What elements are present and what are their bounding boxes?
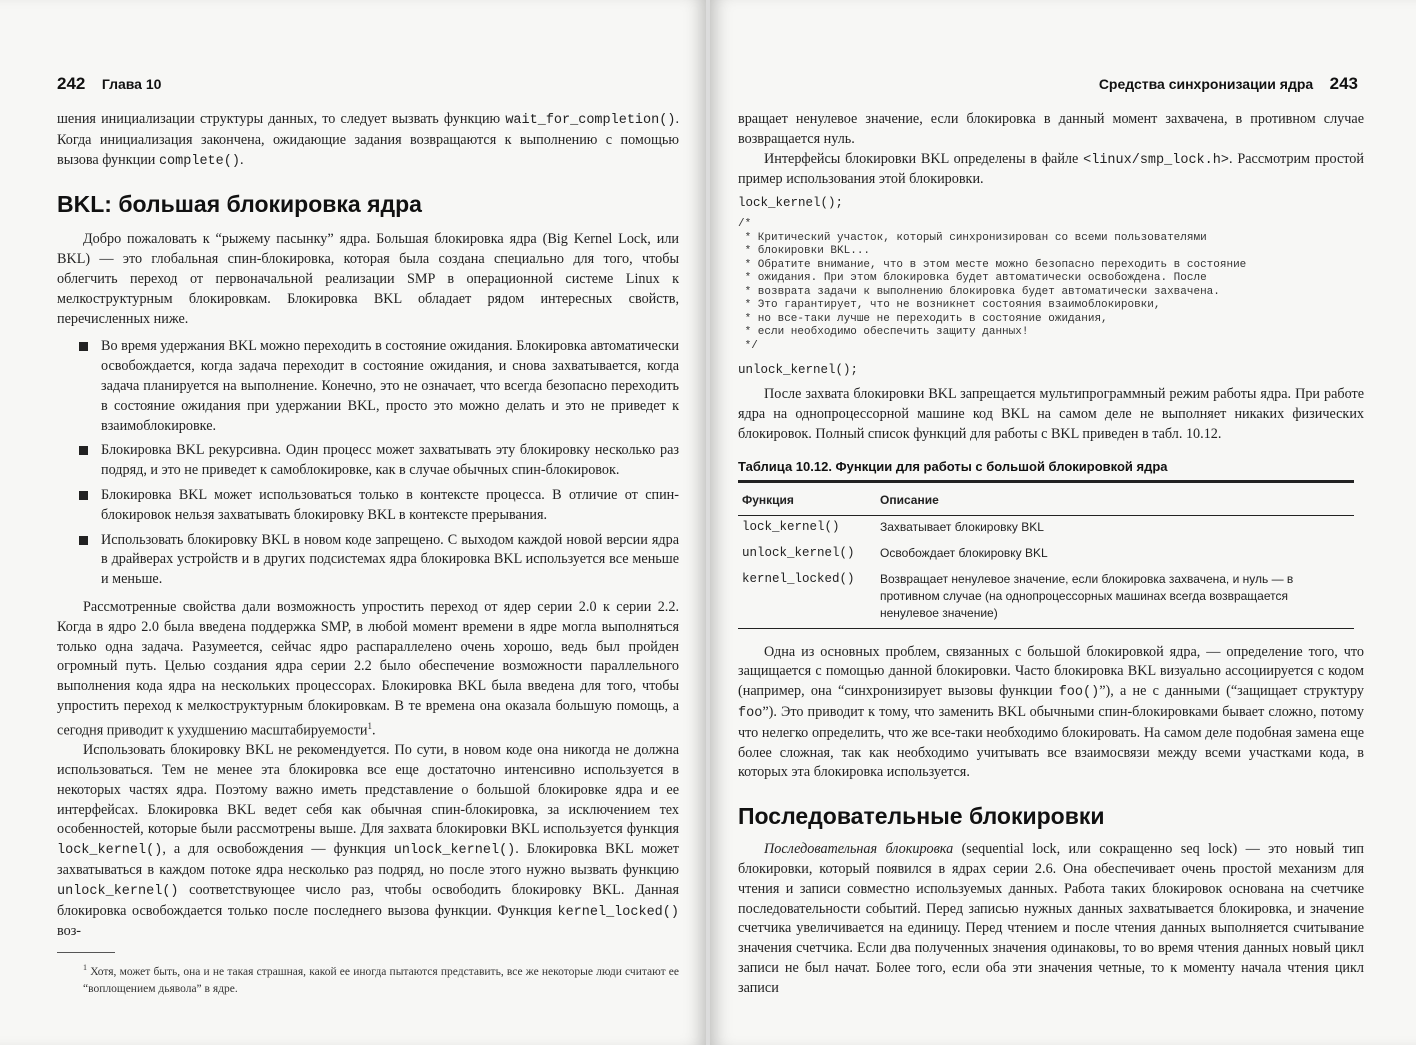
- section-heading-bkl: BKL: большая блокировка ядра: [57, 191, 422, 218]
- bkl-intro-paragraph: Добро пожаловать к “рыжему пасынку” ядра. Большая блокировка ядра (Big Kernel Lock, или BKL) — это глобальная спин-блокировка, которая была создана специально для того, чтобы облегчить переход от первоначальной реализации SMP в операционной системе Linux к мелкоструктурным блокировкам. Блокировка BKL обладает рядом интересных свойств, перечисленных ниже.: [57, 231, 679, 327]
- list-item: Использовать блокировку BKL в новом коде запрещено. С выходом каждой новой версии ядра в драйверах устройств и в других подсистемах ядра блокировка BKL используется все меньше и меньше.: [101, 531, 679, 590]
- bkl-effect-paragraph: После захвата блокировки BKL запрещается мультипрограммный режим работы ядра. При работе ядра на однопроцессорной машине код BKL на самом деле не выполняет никаких физических блокировок. Полный список функций для работы с BKL приведен в табл. 10.12.: [738, 386, 1364, 442]
- left-text-column: [57, 110, 679, 998]
- right-page-header: [1099, 74, 1358, 94]
- term-emphasis: Последовательная блокировка: [764, 841, 954, 858]
- function-cell: kernel_locked(): [738, 568, 876, 629]
- chapter-label: Глава 10: [101, 76, 162, 92]
- inline-code: foo: [738, 705, 763, 721]
- function-cell: unlock_kernel(): [742, 545, 855, 560]
- right-page: [710, 0, 1416, 1045]
- inline-code: kernel_locked(): [557, 904, 679, 920]
- section-heading-seqlock: Последовательные блокировки: [738, 803, 1105, 830]
- inline-code: foo(): [1058, 685, 1100, 701]
- description-cell: Захватывает блокировку BKL: [880, 519, 1044, 534]
- bkl-functions-table: [738, 480, 1354, 629]
- code-comment-block: /* * Критический участок, который синхронизирован со всеми пользователями * блокировки BKL... * Обратите внимание, что в этом месте можно безопасно переходить в состояние * ожидания. При этом блокировка будет автоматически освобождена. После * возврата задачи к выполнению блокировка будет автоматически захвачена. * Это гарантирует, что не возникнет состояния взаимоблокировки, * но все-таки лучше не переходить в состояние ожидания, * если необходимо обеспечить защиту данных! */: [738, 218, 1247, 352]
- description-cell: Возвращает ненулевое значение, если блокировка захвачена, и нуль — в противном случае (на однопроцессорных машинах всегда возвращается ненулевое значение): [876, 568, 1354, 629]
- right-text-column: [738, 110, 1364, 999]
- table-caption: Таблица 10.12. Функции для работы с большой блокировкой ядра: [738, 458, 1168, 474]
- seqlock-paragraph: Последовательная блокировка (sequential lock, или сокращенно seq lock) — это новый тип блокировки, который появился в ядрах серии 2.6. Она обеспечивает очень простой механизм для чтения и записи совместно используемых данных. Работа таких блокировок основана на счетчике последовательности событий. Перед записью нужных данных захватывается блокировка, и значение счетчика увеличивается на единицу. Перед чтением и после чтения данных выполняется считывание значения счетчика. Если два полученных значения одинаковы, то во время чтения данных новый цикл записи не был начат. Более того, если оба эти значения четные, то к моменту начала чтения цикл записи: [738, 841, 1365, 996]
- footnote-marker: 1: [367, 720, 372, 731]
- page-number-right: 243: [1329, 74, 1358, 93]
- column-header: Функция: [738, 481, 876, 515]
- table-row: [738, 515, 1354, 542]
- inline-code: complete(): [158, 153, 240, 169]
- usage-paragraph: Использовать блокировку BKL не рекомендуется. По сути, в новом коде она никогда не должна использоваться. Тем не менее эта блокировка все еще достаточно интенсивно используется в некоторых частях ядра. Поэтому важно иметь представление о большой блокировке ядра и ее интерфейсах. Блокировка BKL ведет себя как обычная спин-блокировка, за исключением тех особенностей, которые были рассмотрены выше. Для захвата блокировки BKL используется функция lock_kernel(), а для освобождения — функция unlock_kernel(). Блокировка BKL может захватываться в каждом потоке ядра несколько раз подряд, но после этого нужно вызвать функцию unlock_kernel() соответствующее число раз, чтобы освободить блокировку BKL. Данная блокировка освобождается только после последнего вызова функции. Функция kernel_locked() воз-: [57, 742, 679, 940]
- left-page: [0, 0, 706, 1045]
- intro-paragraph: шения инициализации структуры данных, то следует вызвать функцию wait_for_completion(). Когда инициализация закончена, ожидающие задания возвращаются к выполнению с помощью вызова функции complete().: [57, 111, 679, 169]
- footnote: $^1$ Хотя, может быть, она и не такая страшная, какой ее иногда пытаются представить, все же некоторые люди считают ее “воплощением дьявола” в ядре.: [83, 963, 679, 996]
- bkl-properties-list: [101, 337, 679, 590]
- page-number-left: 242: [57, 74, 86, 93]
- inline-code: unlock_kernel(): [57, 883, 179, 899]
- function-cell: lock_kernel(): [742, 519, 840, 534]
- list-item: Во время удержания BKL можно переходить в состояние ожидания. Блокировка автоматически освобождается, когда задача переходит в состояние ожидания, и снова захватывается, когда задача планируется на выполнение. Конечно, это не означает, что всегда безопасно переходить в состояние ожидания при удержании BKL, просто это можно делать и это не приведет к взаимоблокировке.: [101, 337, 679, 436]
- interfaces-paragraph: Интерфейсы блокировки BKL определены в файле <linux/smp_lock.h>. Рассмотрим простой пример использования этой блокировки.: [738, 150, 1364, 188]
- left-page-header: [57, 74, 161, 94]
- code-unlock-kernel: unlock_kernel();: [738, 363, 859, 378]
- history-paragraph: Рассмотренные свойства дали возможность упростить переход от ядер серии 2.0 к серии 2.2. Когда в ядро 2.0 была введена поддержка SMP, в любой момент времени в ядре могла выполняться только одна задача. Разумеется, сейчас ядро распараллелено очень хорошо, ведь был пройден огромный путь. Целью создания ядра серии 2.2 было обеспечение возможности параллельного выполнения кода ядра на нескольких процессорах. Блокировка BKL была введена для того, чтобы упростить переход к мелкоструктурным блокировкам. В те времена она оказала большую помощь, а сегодня приводит к ухудшению масштабируемости$^1$.: [57, 598, 679, 739]
- table-header-row: [738, 481, 1354, 515]
- inline-code: unlock_kernel(): [393, 843, 516, 859]
- inline-code: lock_kernel(): [57, 843, 163, 859]
- footnote-rule: [57, 952, 115, 953]
- problems-paragraph: Одна из основных проблем, связанных с большой блокировкой ядра, — определение того, что защищается с помощью данной блокировки. Часто блокировка BKL визуально ассоциируется с кодом (например, она “синхронизирует вызовы функции foo()”), а не с данными (“защищает структуру foo”). Это приводит к тому, что заменить BKL обычными спин-блокировками бывает сложно, потому что нелегко определить, что же все-таки необходимо блокировать. На самом деле подобная замена еще более сложная, так как необходимо учитывать все взаимосвязи между всеми участками кода, в которых эта блокировка используется.: [738, 643, 1364, 781]
- continuation-paragraph: вращает ненулевое значение, если блокировка в данный момент захвачена, в противном случае возвращается нуль.: [738, 111, 1364, 147]
- column-header: Описание: [876, 481, 1354, 515]
- inline-code: wait_for_completion(): [505, 113, 676, 128]
- description-cell: Освобождает блокировку BKL: [880, 545, 1048, 560]
- table-row: [738, 542, 1354, 568]
- code-lock-kernel: lock_kernel();: [738, 196, 844, 211]
- list-item: Блокировка BKL может использоваться только в контексте процесса. В отличие от спин-блокировок нельзя захватывать блокировку BKL в контексте прерывания.: [101, 486, 679, 526]
- table-row: [738, 568, 1354, 629]
- inline-code: <linux/smp_lock.h>: [1083, 152, 1229, 168]
- running-title: Средства синхронизации ядра: [1098, 76, 1314, 92]
- list-item: Блокировка BKL рекурсивна. Один процесс может захватывать эту блокировку несколько раз подряд, и это не приведет к самоблокировке, как в случае обычных спин-блокировок.: [101, 441, 679, 481]
